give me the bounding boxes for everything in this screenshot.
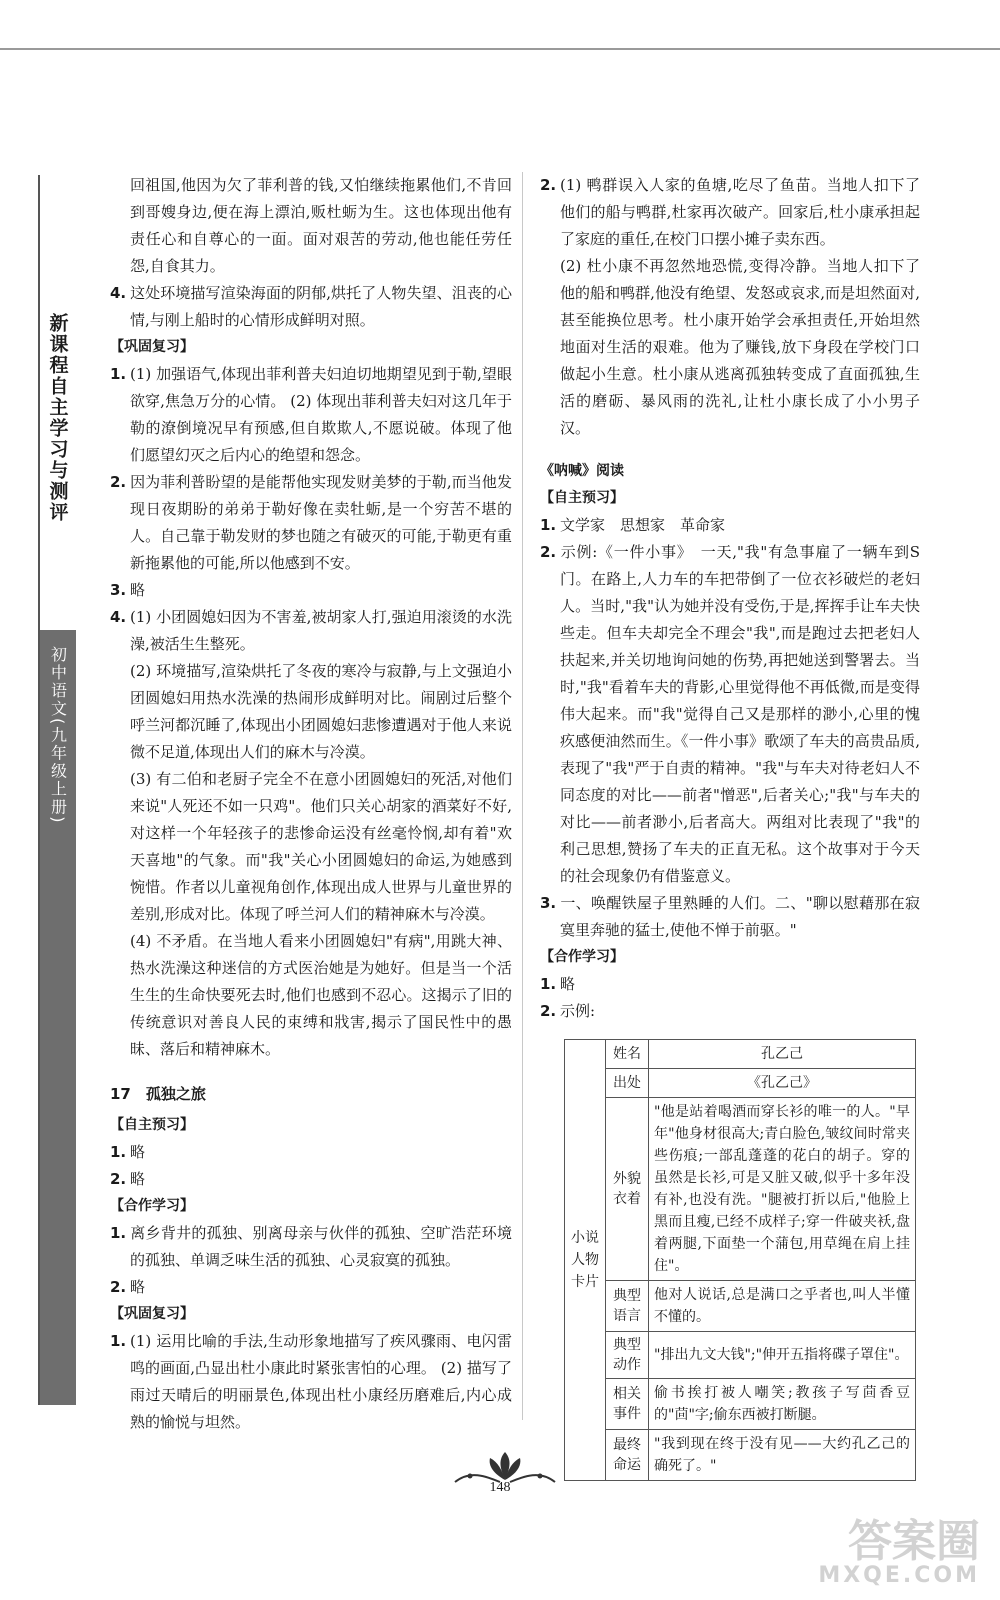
section-heading: 【自主预习】 [110, 1117, 194, 1133]
character-card-table [564, 1039, 916, 1481]
section-heading: 【自主预习】 [540, 490, 624, 506]
answer-item: 2. 示例: [540, 1002, 596, 1020]
answer-item: 4. 这处环境描写渲染海面的阴郁,烘托了人物失望、沮丧的心情,与刚上船时的心情形成鲜明对照。 [110, 284, 512, 329]
table-row [565, 1069, 916, 1098]
section-heading: 【巩固复习】 [110, 1306, 194, 1322]
watermark-logo [818, 1516, 980, 1588]
card-row-header: 小说人物卡片 [565, 1040, 606, 1481]
answer-item: 2. 因为菲利普盼望的是能帮他实现发财美梦的于勒,而当他发现日夜期盼的弟弟于勒好像在卖牡蛎,是一个穷苦不堪的人。自己靠于勒发财的梦也随之有破灭的可能,于勒更有重新拖累他的可能,所以他感到不安。 [110, 473, 512, 572]
side-tab-series [40, 175, 76, 630]
card-value: 偷书挨打被人嘲笑;教孩子写茴香豆的"茴"字;偷东西被打断腿。 [649, 1379, 916, 1430]
table-row [565, 1430, 916, 1481]
card-value: "排出九文大钱";"伸开五指将碟子罩住"。 [649, 1332, 916, 1379]
table-row [565, 1332, 916, 1379]
answer-item: 2. 略 [110, 1170, 146, 1188]
side-tab-subject [40, 630, 76, 1405]
section-heading: 【合作学习】 [540, 949, 624, 965]
page-number: 148 [489, 1480, 511, 1495]
card-label: 典型动作 [606, 1332, 649, 1379]
column-divider [522, 172, 523, 1420]
answer-item: 2. 示例:《一件小事》 一天,"我"有急事雇了一辆车到S门。在路上,人力车的车把带倒了一位衣衫破烂的老妇人。当时,"我"认为她并没有受伤,于是,挥挥手让车夫快些走。但车夫却完全不理会"我",而是跑过去把老妇人扶起来,并关切地询问她的伤势,再把她送到警署去。当时,"我"看着车夫的背影,心里觉得他不再低微,而是变得伟大起来。而"我"觉得自己又是那样的渺小,心里的愧疚感便油然而生。《一件小事》歌颂了车夫的高贵品质,表现了"我"严于自责的精神。"我"与车夫对待老妇人不同态度的对比——前者"憎恶",后者关心;"我"与车夫的对比——前者渺小,后者高大。两组对比表现了"我"的利己思想,赞扬了车夫的正直无私。这个故事对于今天的社会现象仍有借鉴意义。 [540, 543, 920, 885]
subject-title: 初中语文(九年级上册) [48, 646, 68, 825]
card-label: 出处 [606, 1069, 649, 1098]
lesson-heading: 17 孤独之旅 [110, 1085, 206, 1103]
series-title: 新课程自主学习与测评 [46, 313, 69, 523]
card-value: "我到现在终于没有见——大约孔乙己的确死了。" [649, 1430, 916, 1481]
card-value: 《孔乙己》 [649, 1069, 916, 1098]
watermark-sub: MXQE.COM [818, 1563, 980, 1588]
table-row [565, 1379, 916, 1430]
answer-subparagraph: (4) 不矛盾。在当地人看来小团圆媳妇"有病",用跳大神、热水洗澡这种迷信的方式医治她是为她好。但是当一个活生生的生命快要死去时,他们也感到不忍心。这揭示了旧的传统意识对善良人民的束缚和戕害,揭示了国民性中的愚昧、落后和精神麻木。 [130, 932, 512, 1058]
section-heading: 【合作学习】 [110, 1198, 194, 1214]
answer-item: 1. 文学家 思想家 革命家 [540, 516, 726, 534]
top-rule [0, 48, 1000, 50]
card-label: 最终命运 [606, 1430, 649, 1481]
card-value: "他是站着喝酒而穿长衫的唯一的人。"早年"他身材很高大;青白脸色,皱纹间时常夹些伤痕;一部乱蓬蓬的花白的胡子。穿的虽然是长衫,可是又脏又破,似乎十多年没有补,也没有洗。"腿被打折以后,"他脸上黑而且瘦,已经不成样子;穿一件破夹袄,盘着两腿,下面垫一个蒲包,用草绳在肩上挂住"。 [649, 1098, 916, 1281]
table-row [565, 1098, 916, 1281]
card-label: 典型语言 [606, 1281, 649, 1332]
table-row [565, 1281, 916, 1332]
answer-item: 1. (1) 运用比喻的手法,生动形象地描写了疾风骤雨、电闪雷鸣的画面,凸显出杜小康此时紧张害怕的心理。 (2) 描写了雨过天晴后的明丽景色,体现出杜小康经历磨难后,内心成熟的愉悦与坦然。 [110, 1332, 512, 1431]
left-column [110, 172, 512, 1436]
answer-item: 3. 一、唤醒铁屋子里熟睡的人们。二、"聊以慰藉那在寂寞里奔驰的猛士,使他不惮于前驱。" [540, 894, 920, 939]
reading-heading: 《呐喊》阅读 [540, 463, 624, 479]
answer-item: 4. (1) 小团圆媳妇因为不害羞,被胡家人打,强迫用滚烫的水洗澡,被活生生整死。 [110, 608, 512, 653]
answer-item: 2. (1) 鸭群误入人家的鱼塘,吃尽了鱼苗。当地人扣下了他们的船与鸭群,杜家再次破产。回家后,杜小康承担起了家庭的重任,在校门口摆小摊子卖东西。 [540, 176, 920, 248]
answer-item: 3. 略 [110, 581, 146, 599]
card-value: 孔乙己 [649, 1040, 916, 1069]
answer-item: 1. 略 [110, 1143, 146, 1161]
answer-item: 1. (1) 加强语气,体现出菲利普夫妇迫切地期望见到于勒,望眼欲穿,焦急万分的心情。 (2) 体现出菲利普夫妇对这几年于勒的潦倒境况早有预感,但自欺欺人,不愿说破。体现了他们愿望幻灭之后内心的绝望和怨念。 [110, 365, 512, 464]
continued-paragraph: 回祖国,他因为欠了菲利普的钱,又怕继续拖累他们,不肯回到哥嫂身边,便在海上漂泊,贩杜蛎为生。这也体现出他有责任心和自尊心的一面。面对艰苦的劳动,他也能任劳任怨,自食其力。 [130, 176, 512, 275]
card-label: 姓名 [606, 1040, 649, 1069]
card-label: 相关事件 [606, 1379, 649, 1430]
watermark-main: 答案圈 [848, 1516, 980, 1567]
side-tab [38, 175, 76, 1405]
card-value: 他对人说话,总是满口之乎者也,叫人半懂不懂的。 [649, 1281, 916, 1332]
section-heading: 【巩固复习】 [110, 339, 194, 355]
answer-item: 2. 略 [110, 1278, 146, 1296]
answer-subparagraph: (2) 杜小康不再忽然地恐慌,变得冷静。当地人扣下了他的船和鸭群,他没有绝望、发怒或哀求,而是坦然面对,甚至能换位思考。杜小康开始学会承担责任,开始坦然地面对生活的艰难。他为了赚钱,放下身段在学校门口做起小生意。杜小康从逃离孤独转变成了直面孤独,生活的磨砺、暴风雨的洗礼,让杜小康长成了小小男子汉。 [560, 257, 920, 437]
right-column [540, 172, 920, 1481]
answer-item: 1. 离乡背井的孤独、别离母亲与伙伴的孤独、空旷浩茫环境的孤独、单调乏味生活的孤独、心灵寂寞的孤独。 [110, 1224, 512, 1269]
answer-subparagraph: (3) 有二伯和老厨子完全不在意小团圆媳妇的死活,对他们来说"人死还不如一只鸡"。他们只关心胡家的酒菜好不好,对这样一个年轻孩子的悲惨命运没有丝毫怜悯,却有着"欢天喜地"的气象。而"我"关心小团圆媳妇的命运,为她感到惋惜。作者以儿童视角创作,体现出成人世界与儿童世界的差别,形成对比。体现了呼兰河人们的精神麻木与冷漠。 [130, 770, 513, 923]
card-label: 外貌衣着 [606, 1098, 649, 1281]
spacer [540, 442, 920, 458]
answer-subparagraph: (2) 环境描写,渲染烘托了冬夜的寒冷与寂静,与上文强迫小团圆媳妇用热水洗澡的热闹形成鲜明对比。闹剧过后整个呼兰河都沉睡了,体现出小团圆媳妇悲惨遭遇对于他人来说微不足道,体现出人们的麻木与冷漠。 [130, 662, 512, 761]
answer-item: 1. 略 [540, 975, 576, 993]
table-row [565, 1040, 916, 1069]
